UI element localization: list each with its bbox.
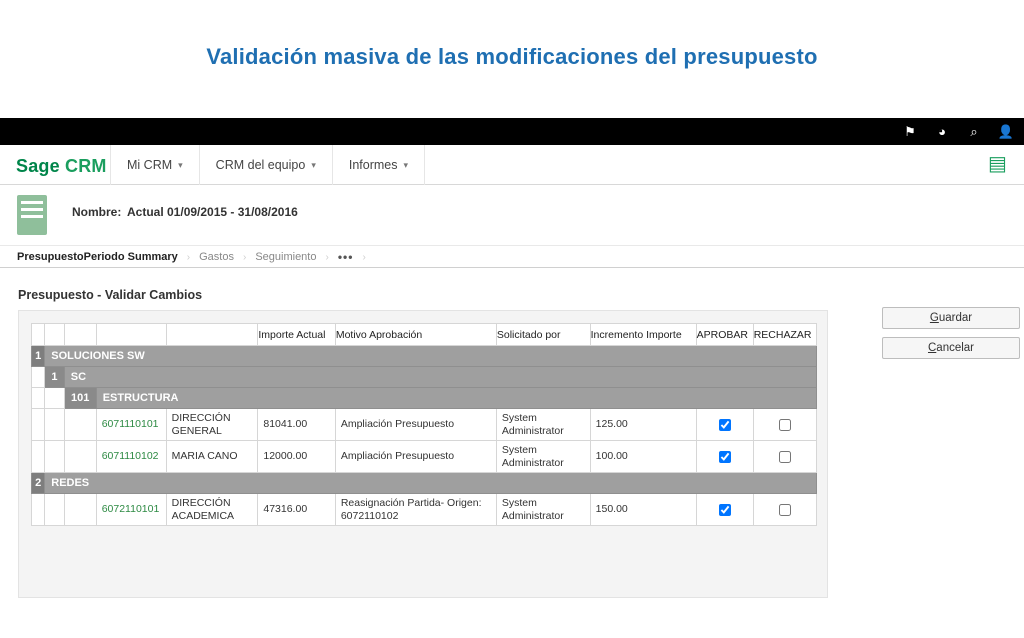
- row-indent-cell: [64, 441, 96, 473]
- group-indent-cell: [32, 388, 45, 409]
- row-indent-cell: [32, 409, 45, 441]
- row-rechazar-cell[interactable]: [753, 409, 816, 441]
- rechazar-checkbox[interactable]: [779, 451, 791, 463]
- row-description: DIRECCIÓN ACADEMICA: [166, 494, 258, 526]
- crm-screenshot: [0, 118, 1024, 608]
- nav-item-mi-crm-label: Mi CRM: [127, 158, 173, 172]
- row-motivo: Ampliación Presupuesto: [335, 409, 496, 441]
- tab-strip: [0, 246, 1024, 268]
- rechazar-checkbox[interactable]: [779, 504, 791, 516]
- subgroup-number: 1: [45, 367, 64, 388]
- row-indent-cell: [45, 441, 64, 473]
- col-header-solicitado-por[interactable]: Solicitado por: [496, 324, 590, 346]
- row-indent-cell: [64, 409, 96, 441]
- row-motivo: Ampliación Presupuesto: [335, 441, 496, 473]
- nav-item-informes-label: Informes: [348, 158, 398, 172]
- row-importe-actual: 12000.00: [258, 441, 335, 473]
- col-header-importe-actual[interactable]: Importe Actual: [258, 324, 335, 346]
- col-header-level2: [45, 324, 64, 346]
- cancel-button[interactable]: [882, 337, 1020, 359]
- main-navbar: [0, 145, 1024, 185]
- row-code-link[interactable]: 6071110102: [101, 450, 159, 463]
- row-aprobar-cell[interactable]: [696, 409, 753, 441]
- col-header-incremento-importe[interactable]: Incremento Importe: [590, 324, 696, 346]
- tab-list: [8, 246, 366, 268]
- group-number: 1: [32, 346, 45, 367]
- row-incremento: 125.00: [590, 409, 696, 441]
- aprobar-checkbox[interactable]: [719, 451, 731, 463]
- col-header-rechazar[interactable]: RECHAZAR: [753, 324, 816, 346]
- cancel-button-accesskey: C: [927, 342, 937, 354]
- row-solicitado-por: System Administrator: [496, 409, 590, 441]
- col-header-level1: [32, 324, 45, 346]
- content-area: [0, 268, 1024, 608]
- screen-title: Presupuesto - Validar Cambios: [18, 288, 203, 302]
- record-header: [0, 186, 1024, 246]
- col-header-description: [166, 324, 258, 346]
- row-importe-actual: 47316.00: [258, 494, 335, 526]
- row-rechazar-cell[interactable]: [753, 494, 816, 526]
- user-icon[interactable]: 👤: [997, 124, 1015, 139]
- tab-separator-icon: ›: [362, 251, 366, 263]
- page-title: Validación masiva de las modificaciones del presupuesto: [206, 44, 818, 69]
- group-row-redes[interactable]: [32, 473, 817, 494]
- sage-crm-logo[interactable]: [16, 156, 107, 177]
- row-description: MARIA CANO: [166, 441, 258, 473]
- col-header-motivo-aprobacion[interactable]: Motivo Aprobación: [335, 324, 496, 346]
- row-importe-actual: 81041.00: [258, 409, 335, 441]
- nav-items: [110, 145, 425, 185]
- table-row[interactable]: [32, 494, 817, 526]
- row-aprobar-cell[interactable]: [696, 494, 753, 526]
- table-body: [32, 346, 817, 526]
- chevron-down-icon: ▾: [403, 159, 409, 170]
- logo-sage-text: Sage: [16, 156, 60, 176]
- nav-item-crm-equipo[interactable]: [199, 145, 332, 185]
- save-button[interactable]: [882, 307, 1020, 329]
- subsubgroup-name: ESTRUCTURA: [96, 388, 816, 409]
- row-description: DIRECCIÓN GENERAL: [166, 409, 258, 441]
- record-name-value: Actual 01/09/2015 - 31/08/2016: [127, 205, 298, 219]
- grid-panel: [18, 310, 828, 598]
- new-document-icon[interactable]: ▤: [988, 153, 1007, 175]
- search-icon[interactable]: ⌕: [970, 124, 978, 139]
- tab-more-options[interactable]: •••: [337, 250, 354, 264]
- row-incremento: 150.00: [590, 494, 696, 526]
- table-row[interactable]: [32, 409, 817, 441]
- table-header: [32, 324, 817, 346]
- aprobar-checkbox[interactable]: [719, 419, 731, 431]
- row-indent-cell: [45, 409, 64, 441]
- top-black-bar: [0, 118, 1024, 145]
- nav-item-mi-crm[interactable]: [110, 145, 199, 185]
- tab-gastos[interactable]: Gastos: [199, 251, 234, 263]
- col-header-aprobar[interactable]: APROBAR: [696, 324, 753, 346]
- tab-separator-icon: ›: [325, 251, 329, 263]
- budget-changes-table: [31, 323, 817, 526]
- row-code-cell[interactable]: [96, 441, 166, 473]
- row-indent-cell: [32, 441, 45, 473]
- row-aprobar-cell[interactable]: [696, 441, 753, 473]
- row-solicitado-por: System Administrator: [496, 441, 590, 473]
- tab-seguimiento[interactable]: Seguimiento: [255, 251, 317, 263]
- col-header-code: [96, 324, 166, 346]
- group-indent-cell: [32, 367, 45, 388]
- row-indent-cell: [64, 494, 96, 526]
- subgroup-row-sc[interactable]: [32, 367, 817, 388]
- logo-crm-text: CRM: [65, 156, 107, 176]
- slide-bottom-strip: [0, 608, 1024, 638]
- cancel-button-label-rest: ancelar: [936, 342, 975, 354]
- tab-separator-icon: ›: [186, 251, 191, 263]
- subsubgroup-number: 101: [64, 388, 96, 409]
- group-name: SOLUCIONES SW: [45, 346, 817, 367]
- table-header-row: [32, 324, 817, 346]
- group-row-soluciones-sw[interactable]: [32, 346, 817, 367]
- group-indent-cell: [45, 388, 64, 409]
- chevron-down-icon: ▾: [311, 159, 316, 170]
- subgroup-name: SC: [64, 367, 816, 388]
- tab-presupuesto-periodo-summary[interactable]: PresupuestoPeriodo Summary: [17, 251, 178, 263]
- rechazar-checkbox[interactable]: [779, 419, 791, 431]
- col-header-level3: [64, 324, 96, 346]
- row-code-link[interactable]: 6071110101: [101, 418, 159, 431]
- save-button-accesskey: G: [929, 312, 939, 324]
- row-code-cell[interactable]: [96, 494, 166, 526]
- budget-record-icon: [17, 195, 47, 235]
- row-code-cell[interactable]: [96, 409, 166, 441]
- row-incremento: 100.00: [590, 441, 696, 473]
- row-motivo: Reasignación Partida- Origen: 6072110102: [335, 494, 496, 526]
- save-button-label-rest: uardar: [938, 312, 973, 324]
- row-rechazar-cell[interactable]: [753, 441, 816, 473]
- nav-item-informes[interactable]: [332, 145, 425, 185]
- record-name-label: Nombre:: [72, 205, 122, 219]
- row-solicitado-por: System Administrator: [496, 494, 590, 526]
- flag-icon[interactable]: ⚑: [904, 124, 916, 139]
- table-row[interactable]: [32, 441, 817, 473]
- group-number: 2: [32, 473, 45, 494]
- row-code-link[interactable]: 6072110101: [101, 503, 160, 516]
- subsubgroup-row-estructura[interactable]: [32, 388, 817, 409]
- chevron-down-icon: ▾: [178, 159, 183, 170]
- row-indent-cell: [45, 494, 64, 526]
- group-name: REDES: [45, 473, 817, 494]
- clock-icon[interactable]: ◕: [938, 124, 946, 139]
- aprobar-checkbox[interactable]: [719, 504, 731, 516]
- tab-separator-icon: ›: [242, 251, 247, 263]
- top-icon-group: [902, 118, 1014, 145]
- nav-item-crm-equipo-label: CRM del equipo: [215, 158, 306, 172]
- row-indent-cell: [32, 494, 45, 526]
